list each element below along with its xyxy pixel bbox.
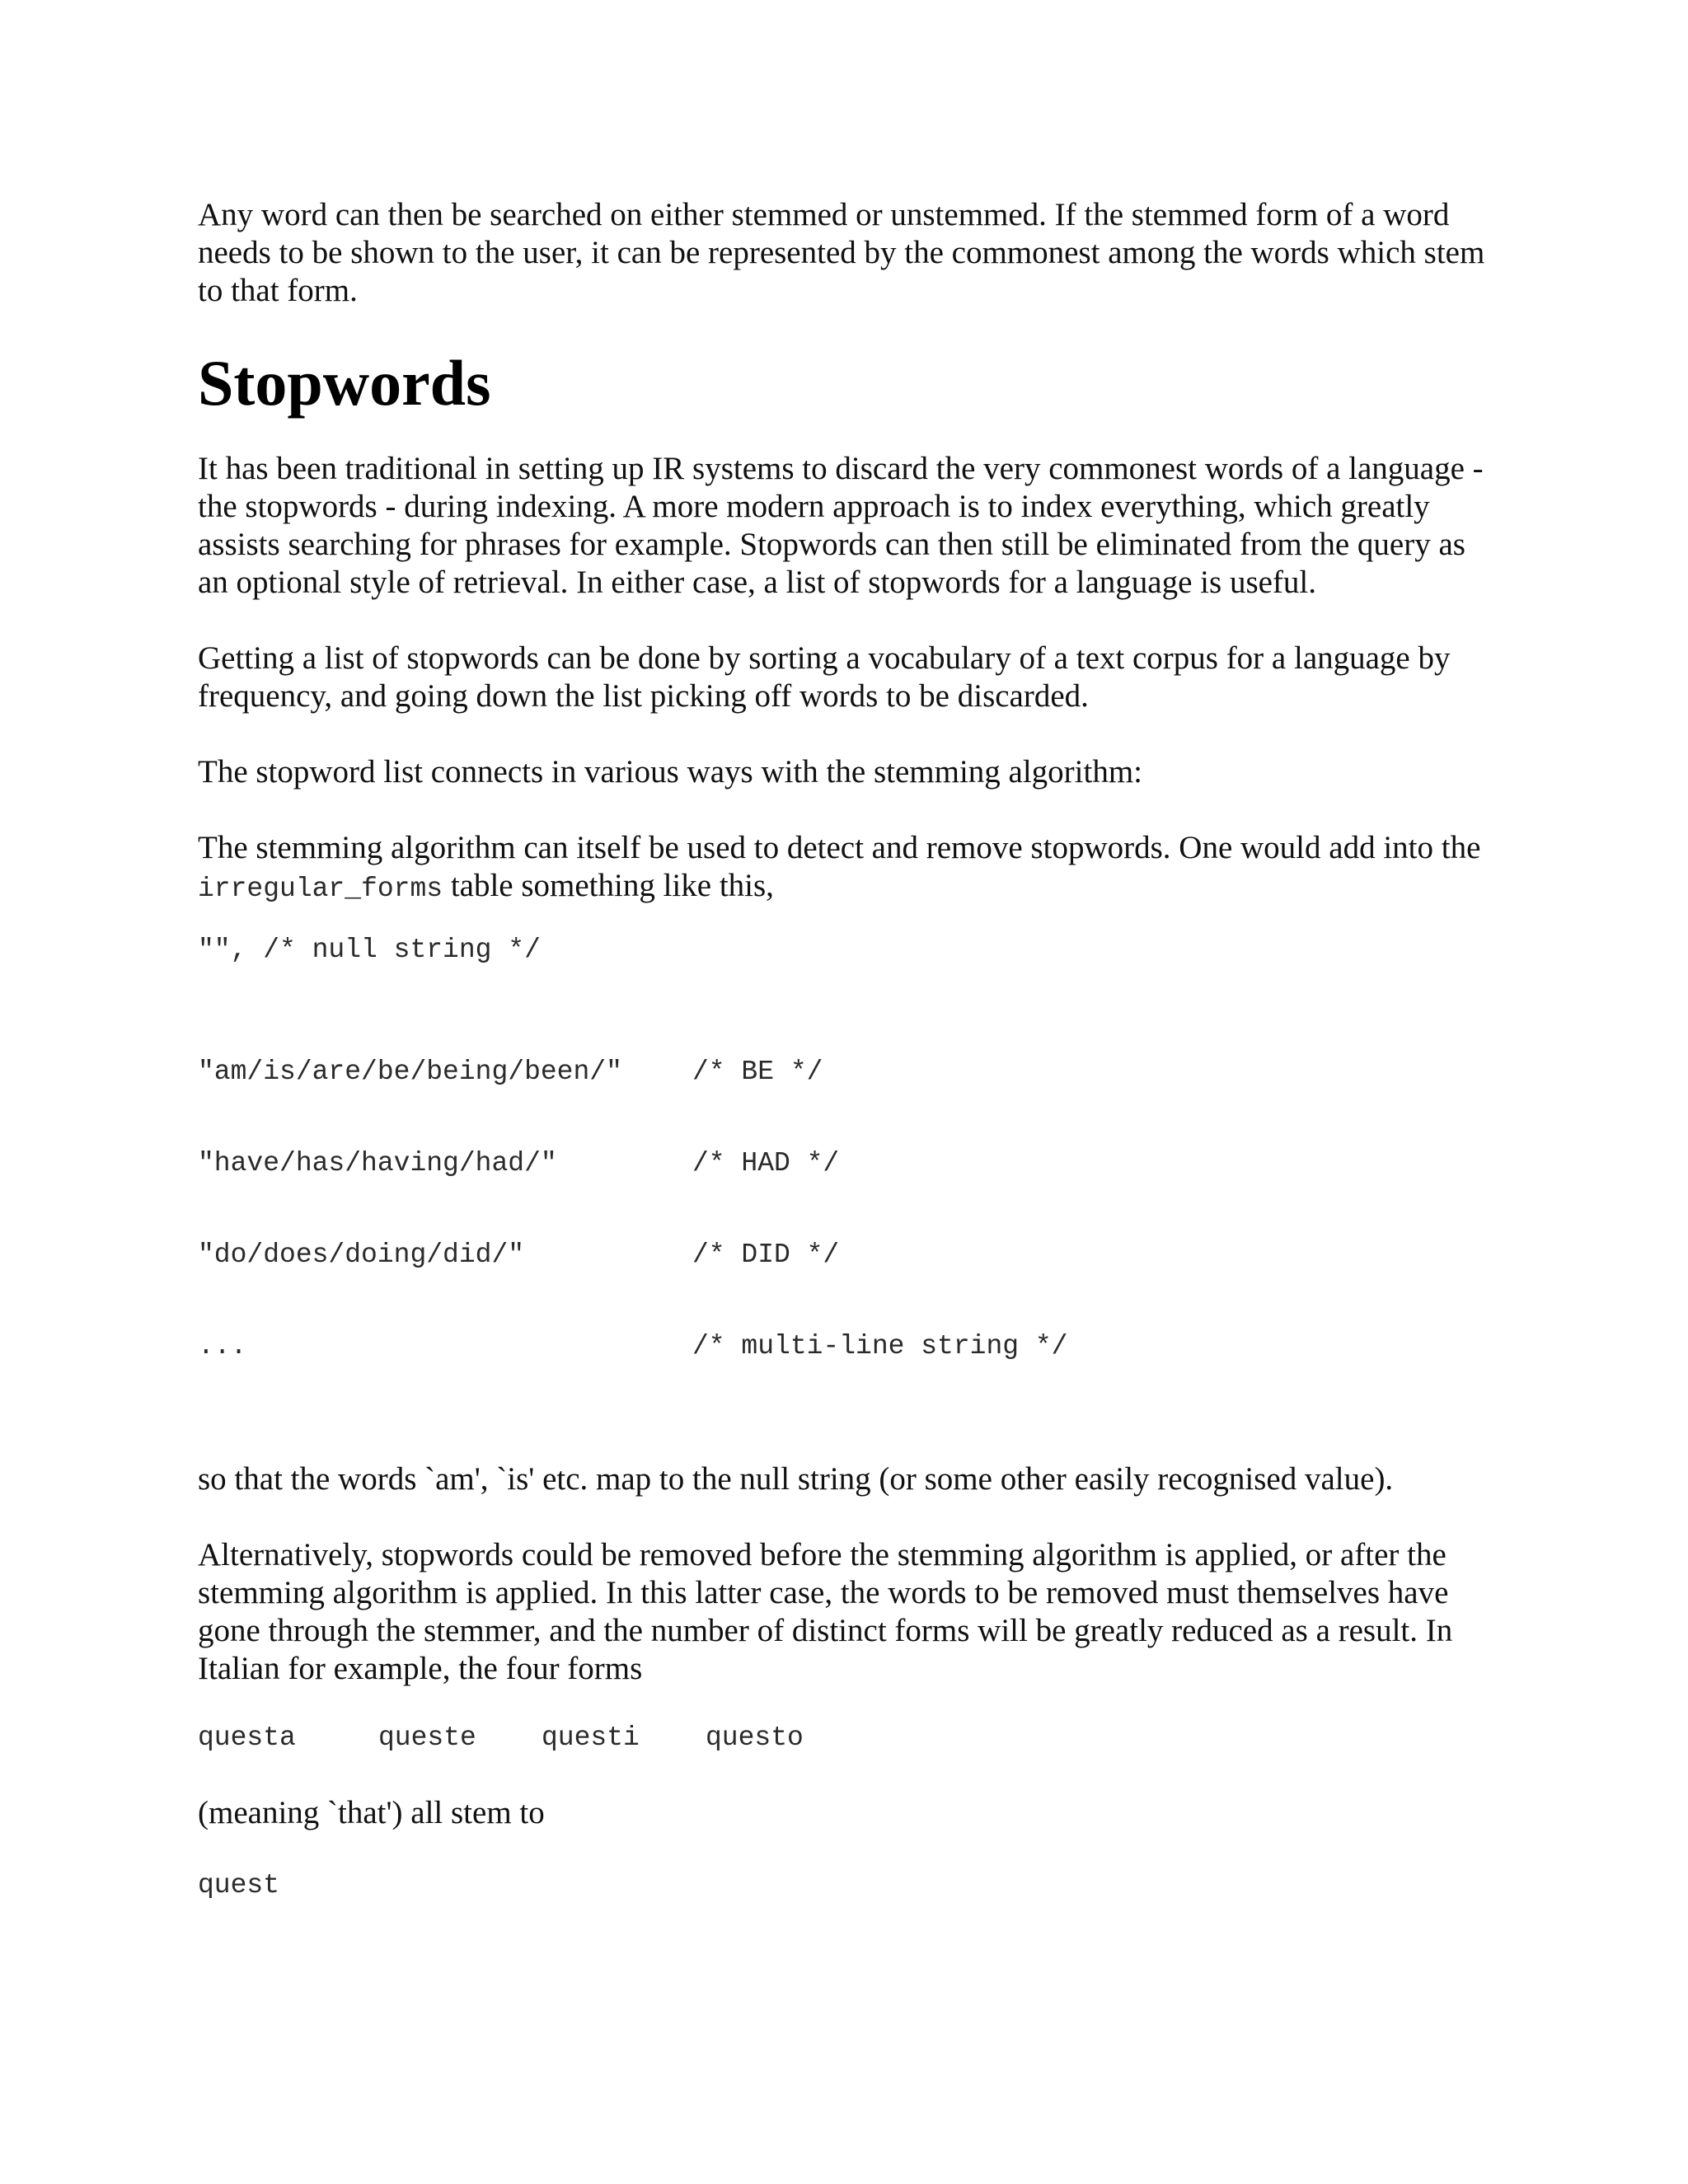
paragraph-stopwords-tradition: It has been traditional in setting up IR systems to discard the very commonest words of a language - the stopwords - during indexing. A more modern approach is to index everything, which greatly assists searching for phrases for example. Stopwords can then still be eliminated from the query as an optional style of retrieval. In either case, a list of stopwords for a language is useful. [198,451,1484,600]
code-form: queste [378,1722,476,1753]
code-null-string-line: "", /* null string */ [198,935,541,965]
code-string: "have/has/having/had/" [198,1148,557,1179]
code-form: questa [198,1722,296,1753]
code-form: questi [542,1722,640,1753]
code-form: questo [706,1722,804,1753]
code-row [198,1240,1492,1270]
code-comment: /* HAD */ [692,1148,840,1179]
intro-paragraph: Any word can then be searched on either stemmed or unstemmed. If the stemmed form of a word needs to be shown to the user, it can be represented by the commonest among the words which stem to that form. [198,197,1485,308]
paragraph-stopword-list: Getting a list of stopwords can be done by sorting a vocabulary of a text corpus for a language by frequency, and going down the list picking off words to be discarded. [198,640,1451,714]
paragraph-null-string-mapping: so that the words `am', `is' etc. map to the null string (or some other easily recognised value). [198,1461,1394,1497]
code-stem-result: quest [198,1870,280,1900]
paragraph-stemming-connection: The stopword list connects in various ways with the stemming algorithm: [198,754,1143,790]
paragraph-alternative-removal: Alternatively, stopwords could be removed before the stemming algorithm is applied, or after the stemming algorithm is applied. In this latter case, the words to be removed must themselves have gone through the stemmer, and the number of distinct forms will be greatly reduced as a result. In Italian for example, the four forms [198,1537,1453,1686]
document-page [198,196,1492,1900]
code-comment: /* BE */ [692,1057,823,1087]
inline-code-irregular-forms: irregular_forms [198,874,443,904]
code-row [198,1057,1492,1087]
code-row [198,1331,1492,1361]
code-string: "do/does/doing/did/" [198,1240,525,1270]
code-row [198,1148,1492,1179]
code-string: "am/is/are/be/being/been/" [198,1057,622,1087]
section-heading: Stopwords [198,347,491,419]
code-string: ... [198,1331,247,1361]
code-block-irregular-forms [198,996,1492,1422]
paragraph-meaning-that: (meaning `that') all stem to [198,1795,545,1830]
paragraph-irregular-forms-text-after: table something like this, [443,868,774,903]
paragraph-irregular-forms [198,829,1492,908]
code-comment: /* multi-line string */ [692,1331,1068,1361]
paragraph-irregular-forms-text-before: The stemming algorithm can itself be used to detect and remove stopwords. One would add into the [198,830,1481,865]
code-comment: /* DID */ [692,1240,840,1270]
code-italian-forms [198,1722,1492,1753]
